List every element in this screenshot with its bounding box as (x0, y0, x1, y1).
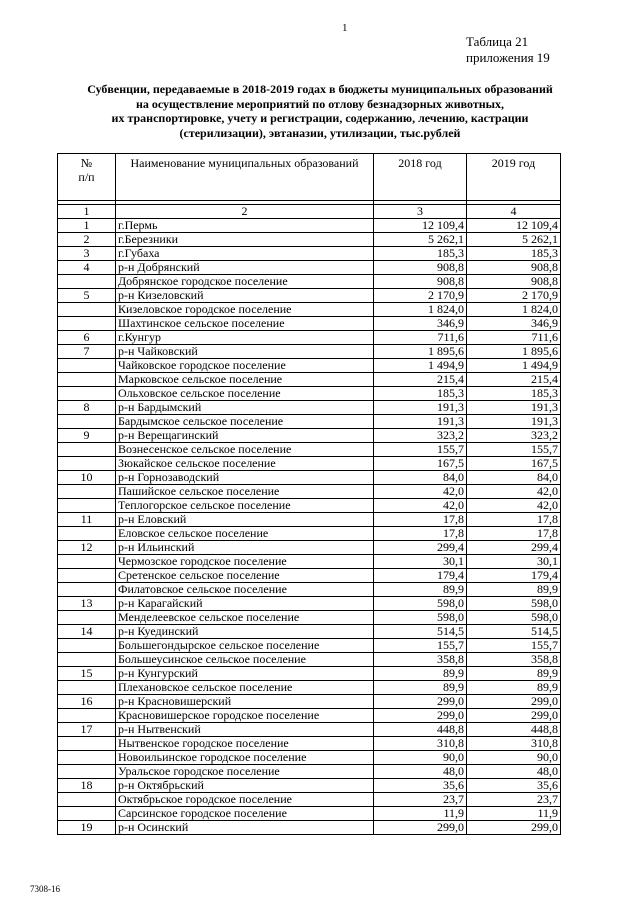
row-name: г.Пермь (116, 219, 374, 233)
row-num (58, 527, 116, 541)
row-num (58, 569, 116, 583)
row-num (58, 709, 116, 723)
row-value-2019: 299,0 (467, 695, 561, 709)
row-name: р-н Верещагинский (116, 429, 374, 443)
row-value-2019: 17,8 (467, 513, 561, 527)
table-row (58, 737, 561, 751)
row-value-2018: 167,5 (374, 457, 467, 471)
row-num (58, 737, 116, 751)
header-name: Наименование муниципальных образований (116, 154, 374, 201)
row-name: Еловское сельское поселение (116, 527, 374, 541)
row-num (58, 443, 116, 457)
row-value-2019: 90,0 (467, 751, 561, 765)
row-value-2019: 11,9 (467, 807, 561, 821)
row-value-2019: 448,8 (467, 723, 561, 737)
row-value-2019: 185,3 (467, 247, 561, 261)
column-number: 3 (374, 205, 467, 219)
row-name: р-н Горнозаводский (116, 471, 374, 485)
row-value-2018: 215,4 (374, 373, 467, 387)
row-name: р-н Осинский (116, 821, 374, 835)
title-line: Субвенции, передаваемые в 2018-2019 годах в бюджеты муниципальных образований (87, 82, 553, 96)
row-num: 1 (58, 219, 116, 233)
row-value-2018: 12 109,4 (374, 219, 467, 233)
table-row (58, 779, 561, 793)
row-value-2018: 191,3 (374, 401, 467, 415)
row-name: р-н Нытвенский (116, 723, 374, 737)
row-value-2019: 299,4 (467, 541, 561, 555)
row-value-2019: 1 895,6 (467, 345, 561, 359)
table-row (58, 807, 561, 821)
row-name: р-н Кунгурский (116, 667, 374, 681)
row-num: 18 (58, 779, 116, 793)
table-row (58, 751, 561, 765)
row-name: Кизеловское городское поселение (116, 303, 374, 317)
page-number: 1 (342, 22, 348, 34)
row-value-2019: 89,9 (467, 583, 561, 597)
row-name: Октябрьское городское поселение (116, 793, 374, 807)
document-title (50, 82, 590, 140)
row-value-2018: 299,0 (374, 821, 467, 835)
row-value-2018: 179,4 (374, 569, 467, 583)
table-row (58, 513, 561, 527)
row-name: Плехановское сельское поселение (116, 681, 374, 695)
table-row (58, 401, 561, 415)
row-name: Зюкайское сельское поселение (116, 457, 374, 471)
row-name: р-н Еловский (116, 513, 374, 527)
row-value-2019: 48,0 (467, 765, 561, 779)
table-row (58, 695, 561, 709)
row-num: 19 (58, 821, 116, 835)
row-name: р-н Кизеловский (116, 289, 374, 303)
row-value-2019: 179,4 (467, 569, 561, 583)
row-value-2019: 42,0 (467, 485, 561, 499)
row-name: г.Березники (116, 233, 374, 247)
row-name: р-н Куединский (116, 625, 374, 639)
row-num (58, 653, 116, 667)
row-num (58, 499, 116, 513)
table-row (58, 583, 561, 597)
row-name: г.Кунгур (116, 331, 374, 345)
row-value-2018: 310,8 (374, 737, 467, 751)
title-line: на осуществление мероприятий по отлову безнадзорных животных, (135, 96, 505, 111)
table-row (58, 275, 561, 289)
title-line: (стерилизации), эвтаназии, утилизации, тыс.рублей (179, 125, 461, 140)
row-value-2018: 17,8 (374, 527, 467, 541)
table-row (58, 443, 561, 457)
row-num (58, 317, 116, 331)
row-value-2018: 42,0 (374, 499, 467, 513)
table-row (58, 289, 561, 303)
row-value-2019: 89,9 (467, 667, 561, 681)
table-row (58, 625, 561, 639)
column-number: 1 (58, 205, 116, 219)
table-row (58, 681, 561, 695)
table-row (58, 667, 561, 681)
row-name: Большеусинское сельское поселение (116, 653, 374, 667)
column-number: 4 (467, 205, 561, 219)
row-value-2019: 215,4 (467, 373, 561, 387)
row-value-2018: 1 895,6 (374, 345, 467, 359)
row-value-2019: 42,0 (467, 499, 561, 513)
row-num: 9 (58, 429, 116, 443)
table-row (58, 527, 561, 541)
row-num: 2 (58, 233, 116, 247)
appendix-label: приложения 19 (466, 50, 550, 65)
subsidies-table (57, 153, 561, 835)
table-row (58, 359, 561, 373)
table-row (58, 317, 561, 331)
row-num (58, 793, 116, 807)
row-name: Шахтинское сельское поселение (116, 317, 374, 331)
row-num (58, 611, 116, 625)
row-value-2018: 299,0 (374, 709, 467, 723)
table-header-row (58, 154, 561, 201)
row-value-2018: 185,3 (374, 247, 467, 261)
row-value-2018: 11,9 (374, 807, 467, 821)
row-value-2019: 5 262,1 (467, 233, 561, 247)
table-row (58, 233, 561, 247)
row-value-2018: 89,9 (374, 583, 467, 597)
row-value-2019: 23,7 (467, 793, 561, 807)
row-name: Большегондырское сельское поселение (116, 639, 374, 653)
table-row (58, 219, 561, 233)
row-value-2018: 1 494,9 (374, 359, 467, 373)
row-value-2019: 191,3 (467, 401, 561, 415)
table-caption (466, 34, 550, 66)
row-value-2018: 1 824,0 (374, 303, 467, 317)
row-name: Марковское сельское поселение (116, 373, 374, 387)
row-num: 7 (58, 345, 116, 359)
row-num: 17 (58, 723, 116, 737)
row-num: 8 (58, 401, 116, 415)
row-value-2019: 358,8 (467, 653, 561, 667)
table-row (58, 373, 561, 387)
row-value-2018: 711,6 (374, 331, 467, 345)
row-value-2019: 346,9 (467, 317, 561, 331)
table-row (58, 723, 561, 737)
row-value-2018: 48,0 (374, 765, 467, 779)
row-value-2019: 191,3 (467, 415, 561, 429)
row-value-2018: 84,0 (374, 471, 467, 485)
table-row (58, 345, 561, 359)
row-value-2018: 323,2 (374, 429, 467, 443)
table-row (58, 485, 561, 499)
table-row (58, 821, 561, 835)
footer-code: 7308-16 (30, 884, 60, 894)
row-value-2019: 2 170,9 (467, 289, 561, 303)
row-name: Теплогорское сельское поселение (116, 499, 374, 513)
row-num: 4 (58, 261, 116, 275)
row-num: 12 (58, 541, 116, 555)
table-row (58, 793, 561, 807)
header-num: № п/п (58, 154, 116, 201)
column-number: 2 (116, 205, 374, 219)
row-num: 6 (58, 331, 116, 345)
row-name: Красновишерское городское поселение (116, 709, 374, 723)
table-row (58, 765, 561, 779)
row-name: Пашийское сельское поселение (116, 485, 374, 499)
table-label: Таблица 21 (466, 34, 529, 49)
table-row (58, 261, 561, 275)
row-value-2018: 598,0 (374, 611, 467, 625)
row-value-2019: 17,8 (467, 527, 561, 541)
row-value-2019: 30,1 (467, 555, 561, 569)
row-value-2019: 310,8 (467, 737, 561, 751)
row-value-2019: 1 494,9 (467, 359, 561, 373)
row-value-2019: 185,3 (467, 387, 561, 401)
row-name: г.Губаха (116, 247, 374, 261)
row-name: Сретенское сельское поселение (116, 569, 374, 583)
row-num: 13 (58, 597, 116, 611)
table-row (58, 597, 561, 611)
row-value-2019: 155,7 (467, 639, 561, 653)
row-value-2018: 155,7 (374, 639, 467, 653)
row-value-2018: 155,7 (374, 443, 467, 457)
table-row (58, 247, 561, 261)
row-name: Чермозское городское поселение (116, 555, 374, 569)
row-num: 14 (58, 625, 116, 639)
row-value-2018: 908,8 (374, 261, 467, 275)
table-row (58, 555, 561, 569)
row-name: Менделеевское сельское поселение (116, 611, 374, 625)
row-value-2019: 12 109,4 (467, 219, 561, 233)
row-value-2018: 299,0 (374, 695, 467, 709)
row-value-2019: 35,6 (467, 779, 561, 793)
row-name: Нытвенское городское поселение (116, 737, 374, 751)
row-value-2019: 908,8 (467, 275, 561, 289)
table-row (58, 471, 561, 485)
row-num (58, 639, 116, 653)
row-num (58, 765, 116, 779)
row-name: р-н Карагайский (116, 597, 374, 611)
row-value-2018: 30,1 (374, 555, 467, 569)
row-num (58, 457, 116, 471)
row-value-2019: 299,0 (467, 709, 561, 723)
table-row (58, 653, 561, 667)
row-num: 10 (58, 471, 116, 485)
table-row (58, 429, 561, 443)
row-name: р-н Октябрьский (116, 779, 374, 793)
table-row (58, 709, 561, 723)
row-value-2019: 908,8 (467, 261, 561, 275)
row-value-2018: 346,9 (374, 317, 467, 331)
row-value-2018: 35,6 (374, 779, 467, 793)
row-num (58, 583, 116, 597)
row-name: р-н Бардымский (116, 401, 374, 415)
row-value-2019: 598,0 (467, 611, 561, 625)
row-value-2018: 448,8 (374, 723, 467, 737)
table-row (58, 387, 561, 401)
row-name: р-н Чайковский (116, 345, 374, 359)
row-value-2018: 185,3 (374, 387, 467, 401)
row-value-2018: 89,9 (374, 667, 467, 681)
row-value-2018: 514,5 (374, 625, 467, 639)
row-value-2018: 5 262,1 (374, 233, 467, 247)
row-value-2019: 514,5 (467, 625, 561, 639)
row-num (58, 387, 116, 401)
table-row (58, 639, 561, 653)
row-value-2018: 358,8 (374, 653, 467, 667)
table-row (58, 457, 561, 471)
row-value-2019: 155,7 (467, 443, 561, 457)
row-num: 16 (58, 695, 116, 709)
row-num: 5 (58, 289, 116, 303)
row-value-2018: 299,4 (374, 541, 467, 555)
row-value-2019: 1 824,0 (467, 303, 561, 317)
table-row (58, 569, 561, 583)
row-value-2018: 90,0 (374, 751, 467, 765)
row-num (58, 415, 116, 429)
row-num: 15 (58, 667, 116, 681)
title-line: их транспортировке, учету и регистрации, содержанию, лечению, кастрации (111, 111, 529, 125)
row-num (58, 555, 116, 569)
row-value-2018: 17,8 (374, 513, 467, 527)
row-name: Добрянское городское поселение (116, 275, 374, 289)
row-value-2018: 42,0 (374, 485, 467, 499)
row-value-2019: 84,0 (467, 471, 561, 485)
row-value-2018: 23,7 (374, 793, 467, 807)
row-value-2019: 89,9 (467, 681, 561, 695)
table-row (58, 499, 561, 513)
row-value-2018: 908,8 (374, 275, 467, 289)
row-name: Чайковское городское поселение (116, 359, 374, 373)
row-num (58, 751, 116, 765)
table-row (58, 303, 561, 317)
row-name: Вознесенское сельское поселение (116, 443, 374, 457)
row-value-2018: 89,9 (374, 681, 467, 695)
row-name: Филатовское сельское поселение (116, 583, 374, 597)
header-2019: 2019 год (467, 154, 561, 201)
row-name: р-н Ильинский (116, 541, 374, 555)
table-row (58, 541, 561, 555)
column-number-row (58, 205, 561, 219)
row-value-2019: 323,2 (467, 429, 561, 443)
row-num (58, 303, 116, 317)
row-num (58, 807, 116, 821)
row-name: р-н Добрянский (116, 261, 374, 275)
row-value-2019: 598,0 (467, 597, 561, 611)
row-num (58, 681, 116, 695)
row-num (58, 275, 116, 289)
row-num (58, 359, 116, 373)
table-row (58, 331, 561, 345)
row-value-2019: 299,0 (467, 821, 561, 835)
table-row (58, 611, 561, 625)
row-num: 11 (58, 513, 116, 527)
row-name: Ольховское сельское поселение (116, 387, 374, 401)
row-name: Новоильинское городское поселение (116, 751, 374, 765)
row-num (58, 373, 116, 387)
row-value-2018: 598,0 (374, 597, 467, 611)
row-num (58, 485, 116, 499)
row-value-2018: 191,3 (374, 415, 467, 429)
row-name: Бардымское сельское поселение (116, 415, 374, 429)
row-name: р-н Красновишерский (116, 695, 374, 709)
row-name: Сарсинское городское поселение (116, 807, 374, 821)
table-row (58, 415, 561, 429)
header-2018: 2018 год (374, 154, 467, 201)
row-value-2019: 711,6 (467, 331, 561, 345)
row-value-2019: 167,5 (467, 457, 561, 471)
row-name: Уральское городское поселение (116, 765, 374, 779)
row-num: 3 (58, 247, 116, 261)
row-value-2018: 2 170,9 (374, 289, 467, 303)
